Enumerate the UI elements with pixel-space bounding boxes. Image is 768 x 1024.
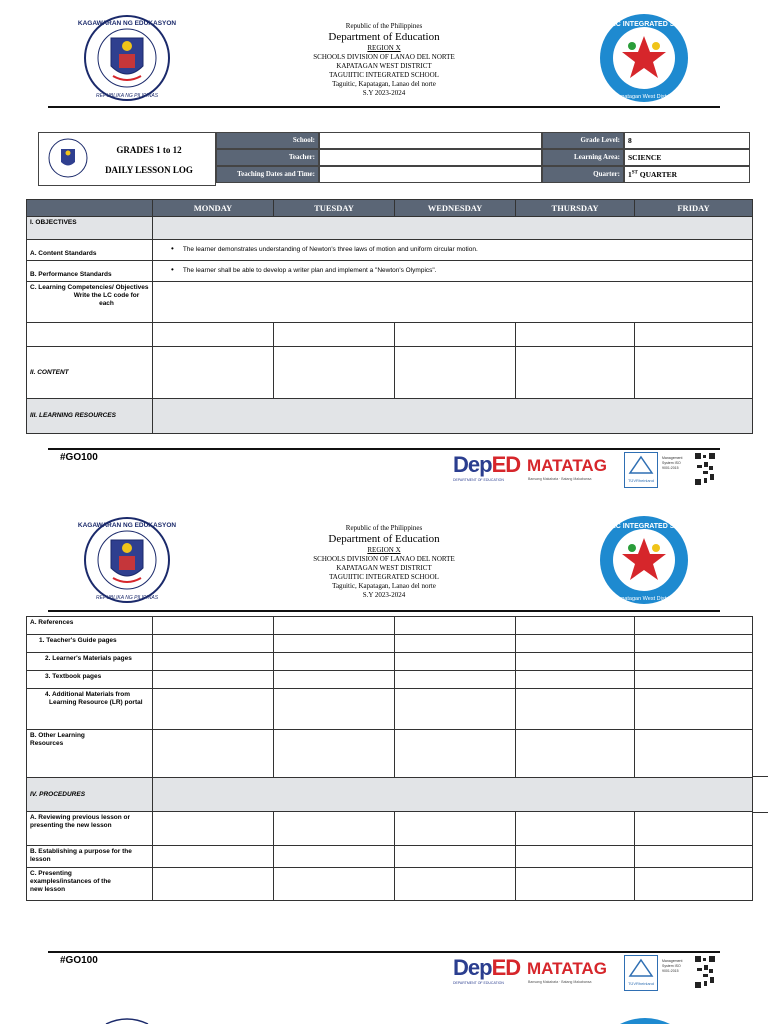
deped-logo: DepED <box>453 955 521 980</box>
day-cell[interactable] <box>635 323 753 347</box>
matatag-subtitle: Bansang Makabata · Batang Makabansa <box>528 477 592 481</box>
deped-seal-icon <box>77 516 177 604</box>
day-cell[interactable] <box>635 671 753 689</box>
presenting-row <box>27 868 753 901</box>
day-cell[interactable] <box>395 671 516 689</box>
textbook-label: 3. Textbook pages <box>45 673 102 680</box>
header-rule <box>48 610 720 612</box>
competencies-cell[interactable] <box>153 282 753 323</box>
learners-materials-label: 2. Learner's Materials pages <box>45 655 132 662</box>
dll-title: DAILY LESSON LOG <box>105 165 193 175</box>
teacher-label: Teacher: <box>216 149 319 166</box>
day-monday: MONDAY <box>153 200 274 217</box>
day-cell[interactable] <box>274 868 395 901</box>
footer-rule <box>48 448 720 450</box>
day-cell[interactable] <box>516 671 635 689</box>
school-seal-partial-icon <box>620 1017 670 1024</box>
day-cell[interactable] <box>516 617 635 635</box>
day-cell[interactable] <box>395 846 516 868</box>
day-cell[interactable] <box>274 347 395 399</box>
matatag-logo: MATATAG <box>527 456 607 475</box>
day-cell[interactable] <box>395 812 516 846</box>
district-line: KAPATAGAN WEST DISTRICT <box>336 564 432 572</box>
presenting-label: C. Presenting examples/instances of the new lesson <box>30 870 111 893</box>
learning-area-field[interactable]: SCIENCE <box>624 149 750 166</box>
school-field[interactable] <box>319 132 542 149</box>
deped-seal-bottom: REPUBLIKA NG PILIPINAS <box>95 93 159 99</box>
day-cell[interactable] <box>274 653 395 671</box>
dates-field[interactable] <box>319 166 542 183</box>
blank-day-row <box>27 323 753 347</box>
iso-text: Management System ISO 9001:2015 <box>662 959 683 973</box>
additional-materials-label: 4. Additional Materials from Learning Resource (LR) portal <box>45 691 143 706</box>
purpose-row <box>27 846 753 868</box>
procedures-label: IV. PROCEDURES <box>30 790 86 798</box>
department-line: Department of Education <box>328 533 440 545</box>
address-line: Taguitic, Kapatagan, Lanao del norte <box>332 80 436 88</box>
performance-standards-row <box>27 261 753 282</box>
purpose-label: B. Establishing a purpose for the lesson <box>30 848 132 863</box>
day-cell[interactable] <box>153 347 274 399</box>
day-cell[interactable] <box>395 323 516 347</box>
school-seal-icon <box>588 514 700 606</box>
day-cell[interactable] <box>395 653 516 671</box>
school-year-line: S.Y 2023-2024 <box>362 591 406 599</box>
day-cell[interactable] <box>274 617 395 635</box>
day-cell[interactable] <box>516 635 635 653</box>
procedures-cell[interactable] <box>153 778 753 812</box>
school-seal-top: TAGUITIC INTEGRATED SCHOOL <box>588 21 700 28</box>
svg-text:TÜVRheinland: TÜVRheinland <box>627 478 655 483</box>
quarter-label: Quarter: <box>542 166 624 183</box>
day-wednesday: WEDNESDAY <box>395 200 516 217</box>
footer-rule <box>48 951 720 953</box>
day-friday: FRIDAY <box>635 200 753 217</box>
competencies-label: C. Learning Competencies/ Objectives <box>30 284 149 291</box>
svg-text:KAGAWARAN NG EDUKASYON: KAGAWARAN NG EDUKASYON <box>77 522 177 529</box>
day-cell[interactable] <box>395 635 516 653</box>
days-header-row <box>27 200 753 217</box>
svg-text:Kapatagan West District: Kapatagan West District <box>614 596 674 602</box>
content-label: II. CONTENT <box>30 368 69 376</box>
dll-logo-box <box>38 132 216 186</box>
day-cell[interactable] <box>516 846 635 868</box>
day-cell[interactable] <box>516 868 635 901</box>
day-cell[interactable] <box>274 689 395 730</box>
hashtag: #GO100 <box>60 452 98 463</box>
tuv-badge <box>624 955 658 991</box>
objectives-row <box>27 217 753 240</box>
day-cell[interactable] <box>516 347 635 399</box>
department-line: Department of Education <box>328 31 440 43</box>
tuv-triangle-icon <box>625 453 657 487</box>
deped-small-seal-icon <box>48 138 88 178</box>
grade-level-field[interactable]: 8 <box>624 132 750 149</box>
dll-grades: GRADES 1 to 12 <box>116 145 182 155</box>
tuv-badge <box>624 452 658 488</box>
school-label: School: <box>216 132 319 149</box>
day-cell[interactable] <box>516 689 635 730</box>
content-standards-label: A. Content Standards <box>30 250 97 257</box>
teachers-guide-row <box>27 635 753 653</box>
teachers-guide-label: 1. Teacher's Guide pages <box>39 637 117 644</box>
division-line: SCHOOLS DIVISION OF LANAO DEL NORTE <box>313 53 455 61</box>
hashtag: #GO100 <box>60 955 98 966</box>
day-cell[interactable] <box>635 812 753 846</box>
deped-subtitle: DEPARTMENT OF EDUCATION <box>453 981 504 985</box>
day-cell[interactable] <box>153 846 274 868</box>
deped-seal-top: KAGAWARAN NG EDUKASYON <box>77 20 177 27</box>
svg-text:TÜVRheinland: TÜVRheinland <box>627 981 655 986</box>
side-line <box>752 776 768 777</box>
learning-resources-cell[interactable] <box>153 399 753 434</box>
qr-code-icon <box>694 955 716 989</box>
day-cell[interactable] <box>153 617 274 635</box>
day-cell[interactable] <box>153 671 274 689</box>
day-cell[interactable] <box>516 812 635 846</box>
deped-seal-icon <box>77 14 177 102</box>
competencies-row <box>27 282 753 323</box>
school-seal-icon <box>588 12 700 104</box>
references-label: A. References <box>30 619 74 626</box>
iso-text: Management System ISO 9001:2015 <box>662 456 683 470</box>
republic-line: Republic of the Philippines <box>345 22 423 30</box>
competencies-sub: Write the LC code for each <box>73 292 140 307</box>
matatag-subtitle: Bansang Makabata · Batang Makabansa <box>528 980 592 984</box>
day-cell[interactable] <box>635 846 753 868</box>
deped-subtitle: DEPARTMENT OF EDUCATION <box>453 478 504 482</box>
grade-level-label: Grade Level: <box>542 132 624 149</box>
region-line: REGION X <box>367 44 401 52</box>
textbook-row <box>27 671 753 689</box>
day-cell[interactable] <box>274 671 395 689</box>
deped-seal-partial-icon <box>104 1018 150 1024</box>
content-standards-text: • The learner demonstrates understanding of Newton's three laws of motion and uniform circular motion. <box>153 240 752 253</box>
day-cell[interactable] <box>635 347 753 399</box>
content-standards-row <box>27 240 753 261</box>
other-resources-label: B. Other Learning Resources <box>30 732 85 747</box>
region-line: REGION X <box>367 546 401 554</box>
day-cell[interactable] <box>274 812 395 846</box>
day-cell[interactable] <box>395 347 516 399</box>
school-line: TAGUIITIC INTEGRATED SCHOOL <box>329 71 439 79</box>
letterhead <box>0 0 768 110</box>
day-cell[interactable] <box>153 730 274 778</box>
republic-line: Republic of the Philippines <box>345 524 423 532</box>
day-cell[interactable] <box>153 323 274 347</box>
tuv-triangle-icon <box>625 956 657 990</box>
school-line: TAGUIITIC INTEGRATED SCHOOL <box>329 573 439 581</box>
learners-materials-row <box>27 653 753 671</box>
day-thursday: THURSDAY <box>516 200 635 217</box>
teacher-field[interactable] <box>319 149 542 166</box>
other-resources-row <box>27 730 753 778</box>
reviewing-row <box>27 812 753 846</box>
day-cell[interactable] <box>153 635 274 653</box>
day-cell[interactable] <box>395 617 516 635</box>
performance-standards-label: B. Performance Standards <box>30 271 112 278</box>
day-cell[interactable] <box>395 730 516 778</box>
matatag-logo: MATATAG <box>527 959 607 978</box>
performance-standards-text: • The learner shall be able to develop a writer plan and implement a "Newton's Olympics". <box>153 261 752 274</box>
day-cell[interactable] <box>635 635 753 653</box>
day-cell[interactable] <box>635 730 753 778</box>
division-line: SCHOOLS DIVISION OF LANAO DEL NORTE <box>313 555 455 563</box>
objectives-cell[interactable] <box>153 217 753 240</box>
procedures-row <box>27 778 753 812</box>
day-cell[interactable] <box>635 689 753 730</box>
day-cell[interactable] <box>153 653 274 671</box>
day-cell[interactable] <box>516 653 635 671</box>
additional-materials-row <box>27 689 753 730</box>
qr-code-icon <box>694 452 716 486</box>
day-cell[interactable] <box>153 868 274 901</box>
school-seal-bottom: Kapatagan West District <box>614 94 674 100</box>
day-cell[interactable] <box>635 653 753 671</box>
lesson-table-2 <box>26 616 753 901</box>
dates-label: Teaching Dates and Time: <box>216 166 319 183</box>
school-year-line: S.Y 2023-2024 <box>362 89 406 97</box>
lesson-table-1 <box>26 199 753 434</box>
day-cell[interactable] <box>274 846 395 868</box>
day-cell[interactable] <box>274 323 395 347</box>
address-line: Taguitic, Kapatagan, Lanao del norte <box>332 582 436 590</box>
day-cell[interactable] <box>153 812 274 846</box>
side-line <box>752 812 768 813</box>
objectives-label: I. OBJECTIVES <box>30 219 77 226</box>
days-header-blank <box>27 200 153 217</box>
dll-header <box>38 132 750 186</box>
day-cell[interactable] <box>153 689 274 730</box>
references-row <box>27 617 753 635</box>
day-cell[interactable] <box>395 689 516 730</box>
day-cell[interactable] <box>274 635 395 653</box>
day-cell[interactable] <box>516 323 635 347</box>
district-line: KAPATAGAN WEST DISTRICT <box>336 62 432 70</box>
day-cell[interactable] <box>395 868 516 901</box>
learning-resources-label: III. LEARNING RESOURCES <box>30 412 116 419</box>
day-cell[interactable] <box>274 730 395 778</box>
learning-area-label: Learning Area: <box>542 149 624 166</box>
reviewing-label: A. Reviewing previous lesson or presenting the new lesson <box>30 814 131 829</box>
day-cell[interactable] <box>635 868 753 901</box>
svg-text:TAGUITIC INTEGRATED SCHOOL: TAGUITIC INTEGRATED SCHOOL <box>588 523 700 530</box>
learning-resources-row <box>27 399 753 434</box>
header-rule <box>48 106 720 108</box>
quarter-field[interactable]: 1ST QUARTER <box>624 166 750 183</box>
day-tuesday: TUESDAY <box>274 200 395 217</box>
day-cell[interactable] <box>635 617 753 635</box>
day-cell[interactable] <box>516 730 635 778</box>
deped-logo: DepED <box>453 452 521 477</box>
content-row <box>27 347 753 399</box>
svg-text:REPUBLIKA NG PILIPINAS: REPUBLIKA NG PILIPINAS <box>95 595 159 601</box>
letterhead-page2 <box>0 502 768 612</box>
